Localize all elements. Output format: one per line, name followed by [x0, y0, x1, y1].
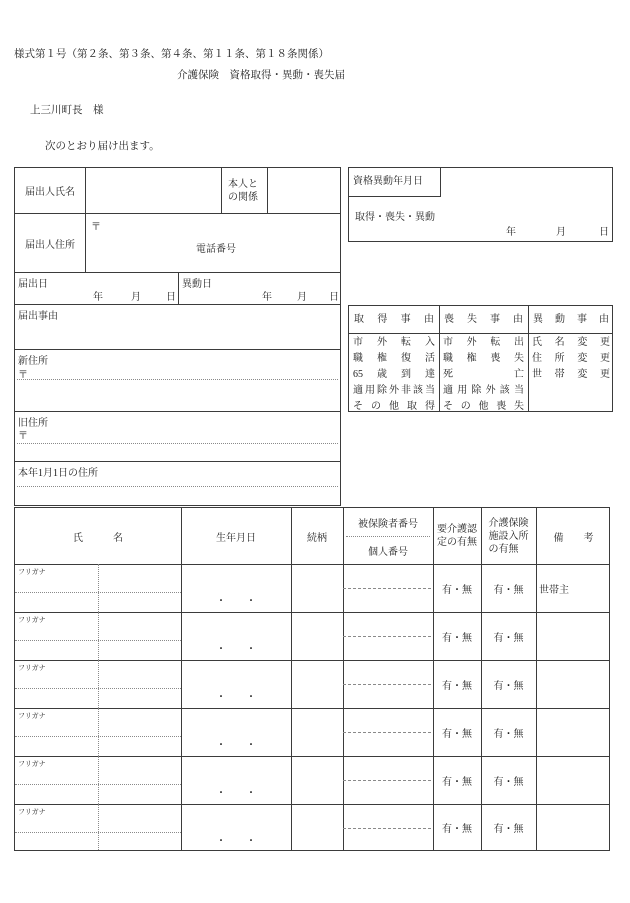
notification-reason-box — [14, 304, 341, 350]
notifier-table — [14, 167, 341, 273]
remarks-cell — [536, 708, 611, 756]
relation-field — [267, 168, 342, 213]
care-certification-choice: 有・無 — [442, 632, 472, 644]
addressee: 上三川町長 様 — [30, 105, 104, 116]
day-label: 日 — [166, 292, 176, 303]
postal-mark: 〒 — [91, 222, 101, 233]
write-line — [17, 379, 338, 380]
reason-item: 職権喪失 — [443, 353, 524, 364]
relation-label: 本人との関係 — [228, 178, 258, 203]
write-line — [98, 756, 99, 804]
member-row — [15, 612, 611, 660]
write-line — [98, 804, 99, 850]
remarks-cell — [536, 756, 611, 804]
remarks-header: 備 考 — [553, 532, 594, 544]
qualification-date-box — [348, 167, 613, 242]
write-line — [17, 486, 338, 487]
notifier-name-label: 届出人氏名 — [25, 187, 75, 198]
reason-item: 住所変更 — [532, 353, 610, 364]
reason-item: その他取得 — [353, 401, 435, 412]
facility-admission-choice: 有・無 — [493, 680, 524, 692]
care-certification-choice: 有・無 — [442, 584, 472, 596]
care-certification-choice: 有・無 — [442, 823, 472, 835]
month-label: 月 — [556, 227, 566, 238]
remarks-cell — [536, 804, 611, 850]
care-certification-choice: 有・無 — [442, 680, 472, 692]
change-date-label: 異動日 — [182, 279, 212, 290]
facility-admission-choice: 有・無 — [493, 776, 524, 788]
personal-number-header: 個人番号 — [368, 546, 408, 558]
reason-item: 死亡 — [443, 369, 524, 380]
write-line — [343, 732, 431, 733]
reason-item: 適用除外該当 — [443, 385, 524, 396]
jan1-address-label: 本年1月1日の住所 — [18, 468, 98, 479]
write-line — [343, 828, 431, 829]
loss-reason-header: 喪失事由 — [444, 314, 523, 325]
member-row — [15, 804, 611, 852]
form-number: 様式第１号（第２条、第３条、第４条、第１１条、第１８条関係） — [14, 49, 329, 60]
birth-date-field: ・ ・ — [216, 692, 256, 703]
care-certification-choice: 有・無 — [442, 776, 472, 788]
birth-date-field: ・ ・ — [216, 596, 256, 607]
reason-table — [348, 305, 613, 412]
remarks-cell — [536, 660, 611, 708]
care-certification-choice: 有・無 — [442, 728, 472, 740]
jan1-address-box — [14, 461, 341, 506]
acquisition-reason-header: 取得事由 — [354, 314, 434, 325]
year-label: 年 — [93, 292, 103, 303]
write-line — [98, 564, 99, 612]
month-label: 月 — [131, 292, 141, 303]
facility-admission-choice: 有・無 — [493, 728, 524, 740]
birth-date-field: ・ ・ — [216, 836, 256, 847]
form-title: 介護保険 資格取得・異動・喪失届 — [177, 70, 345, 81]
reason-item: 市外転出 — [443, 337, 524, 348]
remarks-cell — [536, 612, 611, 660]
postal-mark: 〒 — [18, 370, 28, 381]
care-certification-header: 要介護認定の有無 — [437, 524, 477, 548]
birth-date-field: ・ ・ — [216, 788, 256, 799]
furigana-label: フリガナ — [18, 616, 46, 624]
remarks-cell: 世帯主 — [539, 584, 569, 596]
facility-admission-header: 介護保険施設入所の有無 — [488, 517, 529, 555]
furigana-label: フリガナ — [18, 808, 46, 816]
old-address-box — [14, 411, 341, 462]
member-row — [15, 708, 611, 756]
month-label: 月 — [297, 292, 307, 303]
phone-label: 電話番号 — [196, 244, 236, 255]
qualification-date-label: 資格異動年月日 — [349, 168, 441, 197]
notification-reason-label: 届出事由 — [18, 311, 58, 322]
old-address-label: 旧住所 — [18, 418, 48, 429]
member-row — [15, 660, 611, 708]
write-line — [343, 588, 431, 589]
declaration: 次のとおり届け出ます。 — [45, 141, 160, 152]
member-table — [14, 507, 610, 851]
day-label: 日 — [329, 292, 339, 303]
reason-item: 適用除外非該当 — [353, 385, 435, 396]
write-line — [343, 636, 431, 637]
new-address-box — [14, 349, 341, 412]
write-line — [343, 780, 431, 781]
postal-mark: 〒 — [18, 431, 28, 442]
new-address-label: 新住所 — [18, 356, 48, 367]
reason-item: その他喪失 — [443, 401, 524, 412]
birth-header: 生年月日 — [216, 532, 256, 544]
reason-item: 職権復活 — [353, 353, 435, 364]
reason-item: 氏名変更 — [532, 337, 610, 348]
year-label: 年 — [262, 292, 272, 303]
birth-date-field: ・ ・ — [216, 740, 256, 751]
member-row — [15, 756, 611, 804]
write-line — [343, 684, 431, 685]
write-line — [17, 443, 338, 444]
change-reason-list — [528, 335, 614, 383]
write-line — [98, 708, 99, 756]
insured-number-header: 被保険者番号 — [358, 518, 418, 530]
write-line — [98, 612, 99, 660]
furigana-label: フリガナ — [18, 568, 46, 576]
reason-item: 市外転入 — [353, 337, 435, 348]
relationship-header: 続柄 — [307, 532, 327, 544]
notifier-address-label: 届出人住所 — [25, 240, 75, 251]
qualification-kind-label: 取得・喪失・異動 — [355, 212, 435, 223]
facility-admission-choice: 有・無 — [493, 584, 524, 596]
loss-reason-list — [439, 335, 528, 415]
reason-item: 65歳到達 — [353, 369, 435, 380]
notification-date-label: 届出日 — [18, 279, 48, 290]
name-header: 氏 名 — [73, 532, 123, 544]
write-line — [98, 660, 99, 708]
birth-date-field: ・ ・ — [216, 644, 256, 655]
facility-admission-choice: 有・無 — [493, 823, 524, 835]
notifier-name-field — [85, 168, 221, 213]
day-label: 日 — [599, 227, 609, 238]
change-reason-header: 異動事由 — [533, 314, 609, 325]
year-label: 年 — [506, 227, 516, 238]
furigana-label: フリガナ — [18, 760, 46, 768]
facility-admission-choice: 有・無 — [493, 632, 524, 644]
member-row — [15, 564, 611, 612]
acquisition-reason-list — [349, 335, 439, 415]
reason-item: 世帯変更 — [532, 369, 610, 380]
furigana-label: フリガナ — [18, 712, 46, 720]
divider-line — [349, 333, 612, 334]
furigana-label: フリガナ — [18, 664, 46, 672]
divider-line — [178, 273, 179, 304]
date-row — [14, 272, 341, 305]
